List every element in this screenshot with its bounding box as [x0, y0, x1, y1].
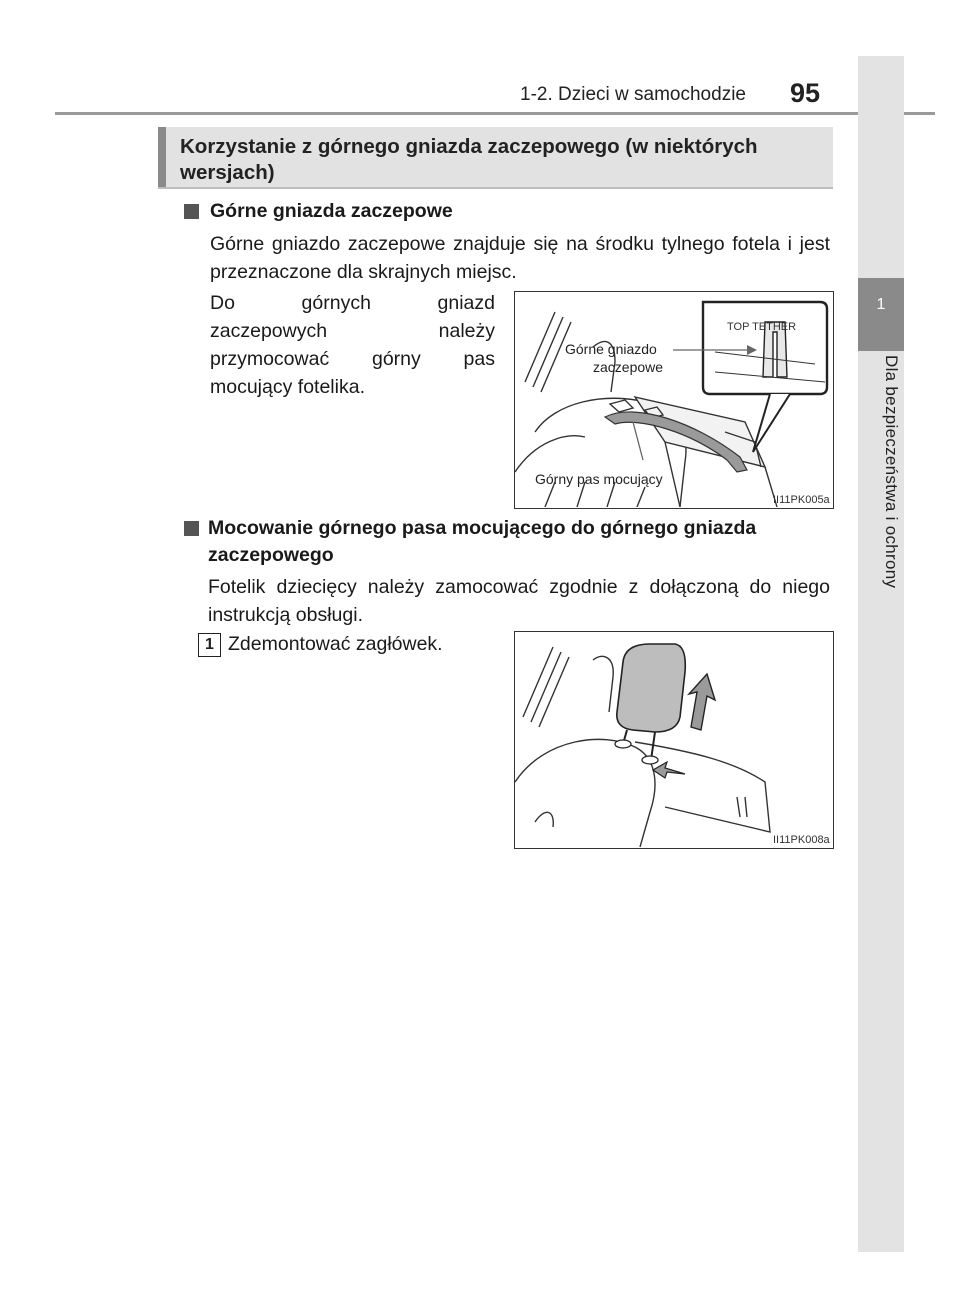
- paragraph-follow-instructions: Fotelik dziecięcy należy zamocować zgodnie z dołączoną do niego instrukcją obsługi.: [208, 576, 830, 626]
- bullet-square-icon: [184, 204, 199, 219]
- side-tab-label: Dla bezpieczeństwa i ochrony: [882, 355, 901, 589]
- subheading-top-anchors: Górne gniazda zaczepowe: [210, 200, 453, 222]
- header-rule: [55, 112, 935, 115]
- figure-remove-headrest: [514, 631, 834, 849]
- label-top-strap: Górny pas mocujący: [535, 471, 663, 487]
- figure-code: II11PK005a: [773, 494, 830, 506]
- figure-remove-headrest-illustration: [515, 632, 832, 847]
- subheading-attach-strap: Mocowanie górnego pasa mocującego do górnego gniazda zaczepowego: [208, 517, 757, 566]
- running-header-section: 1-2. Dzieci w samochodzie: [520, 84, 746, 105]
- side-tab-active: [858, 278, 904, 351]
- side-tab-number: 1: [876, 296, 886, 313]
- label-top-anchor-line1: Górne gniazdo: [565, 341, 657, 357]
- paragraph-attach-strap: Do górnych gniazd zaczepowych należy przymocować górny pas mocujący fotelika.: [210, 292, 495, 398]
- side-tab-strip: [858, 56, 904, 1252]
- figure-top-anchor-illustration: [515, 292, 832, 507]
- step-text: Zdemontować zagłówek.: [228, 633, 443, 655]
- figure-top-anchor: [514, 291, 834, 509]
- step-number-badge: 1: [198, 633, 221, 657]
- bullet-square-icon: [184, 521, 199, 536]
- section-rule: [158, 187, 833, 189]
- page-number: 95: [790, 78, 821, 108]
- section-title: Korzystanie z górnego gniazda zaczepowego (w niektórych wersjach): [158, 127, 833, 187]
- figure-code: II11PK008a: [773, 834, 830, 846]
- label-top-anchor-line2: zaczepowe: [593, 359, 664, 375]
- paragraph-anchor-location: Górne gniazdo zaczepowe znajduje się na środku tylnego fotela i jest przeznaczone dla skrajnych miejsc.: [210, 233, 830, 283]
- svg-text:TOP TETHER: TOP TETHER: [727, 321, 797, 333]
